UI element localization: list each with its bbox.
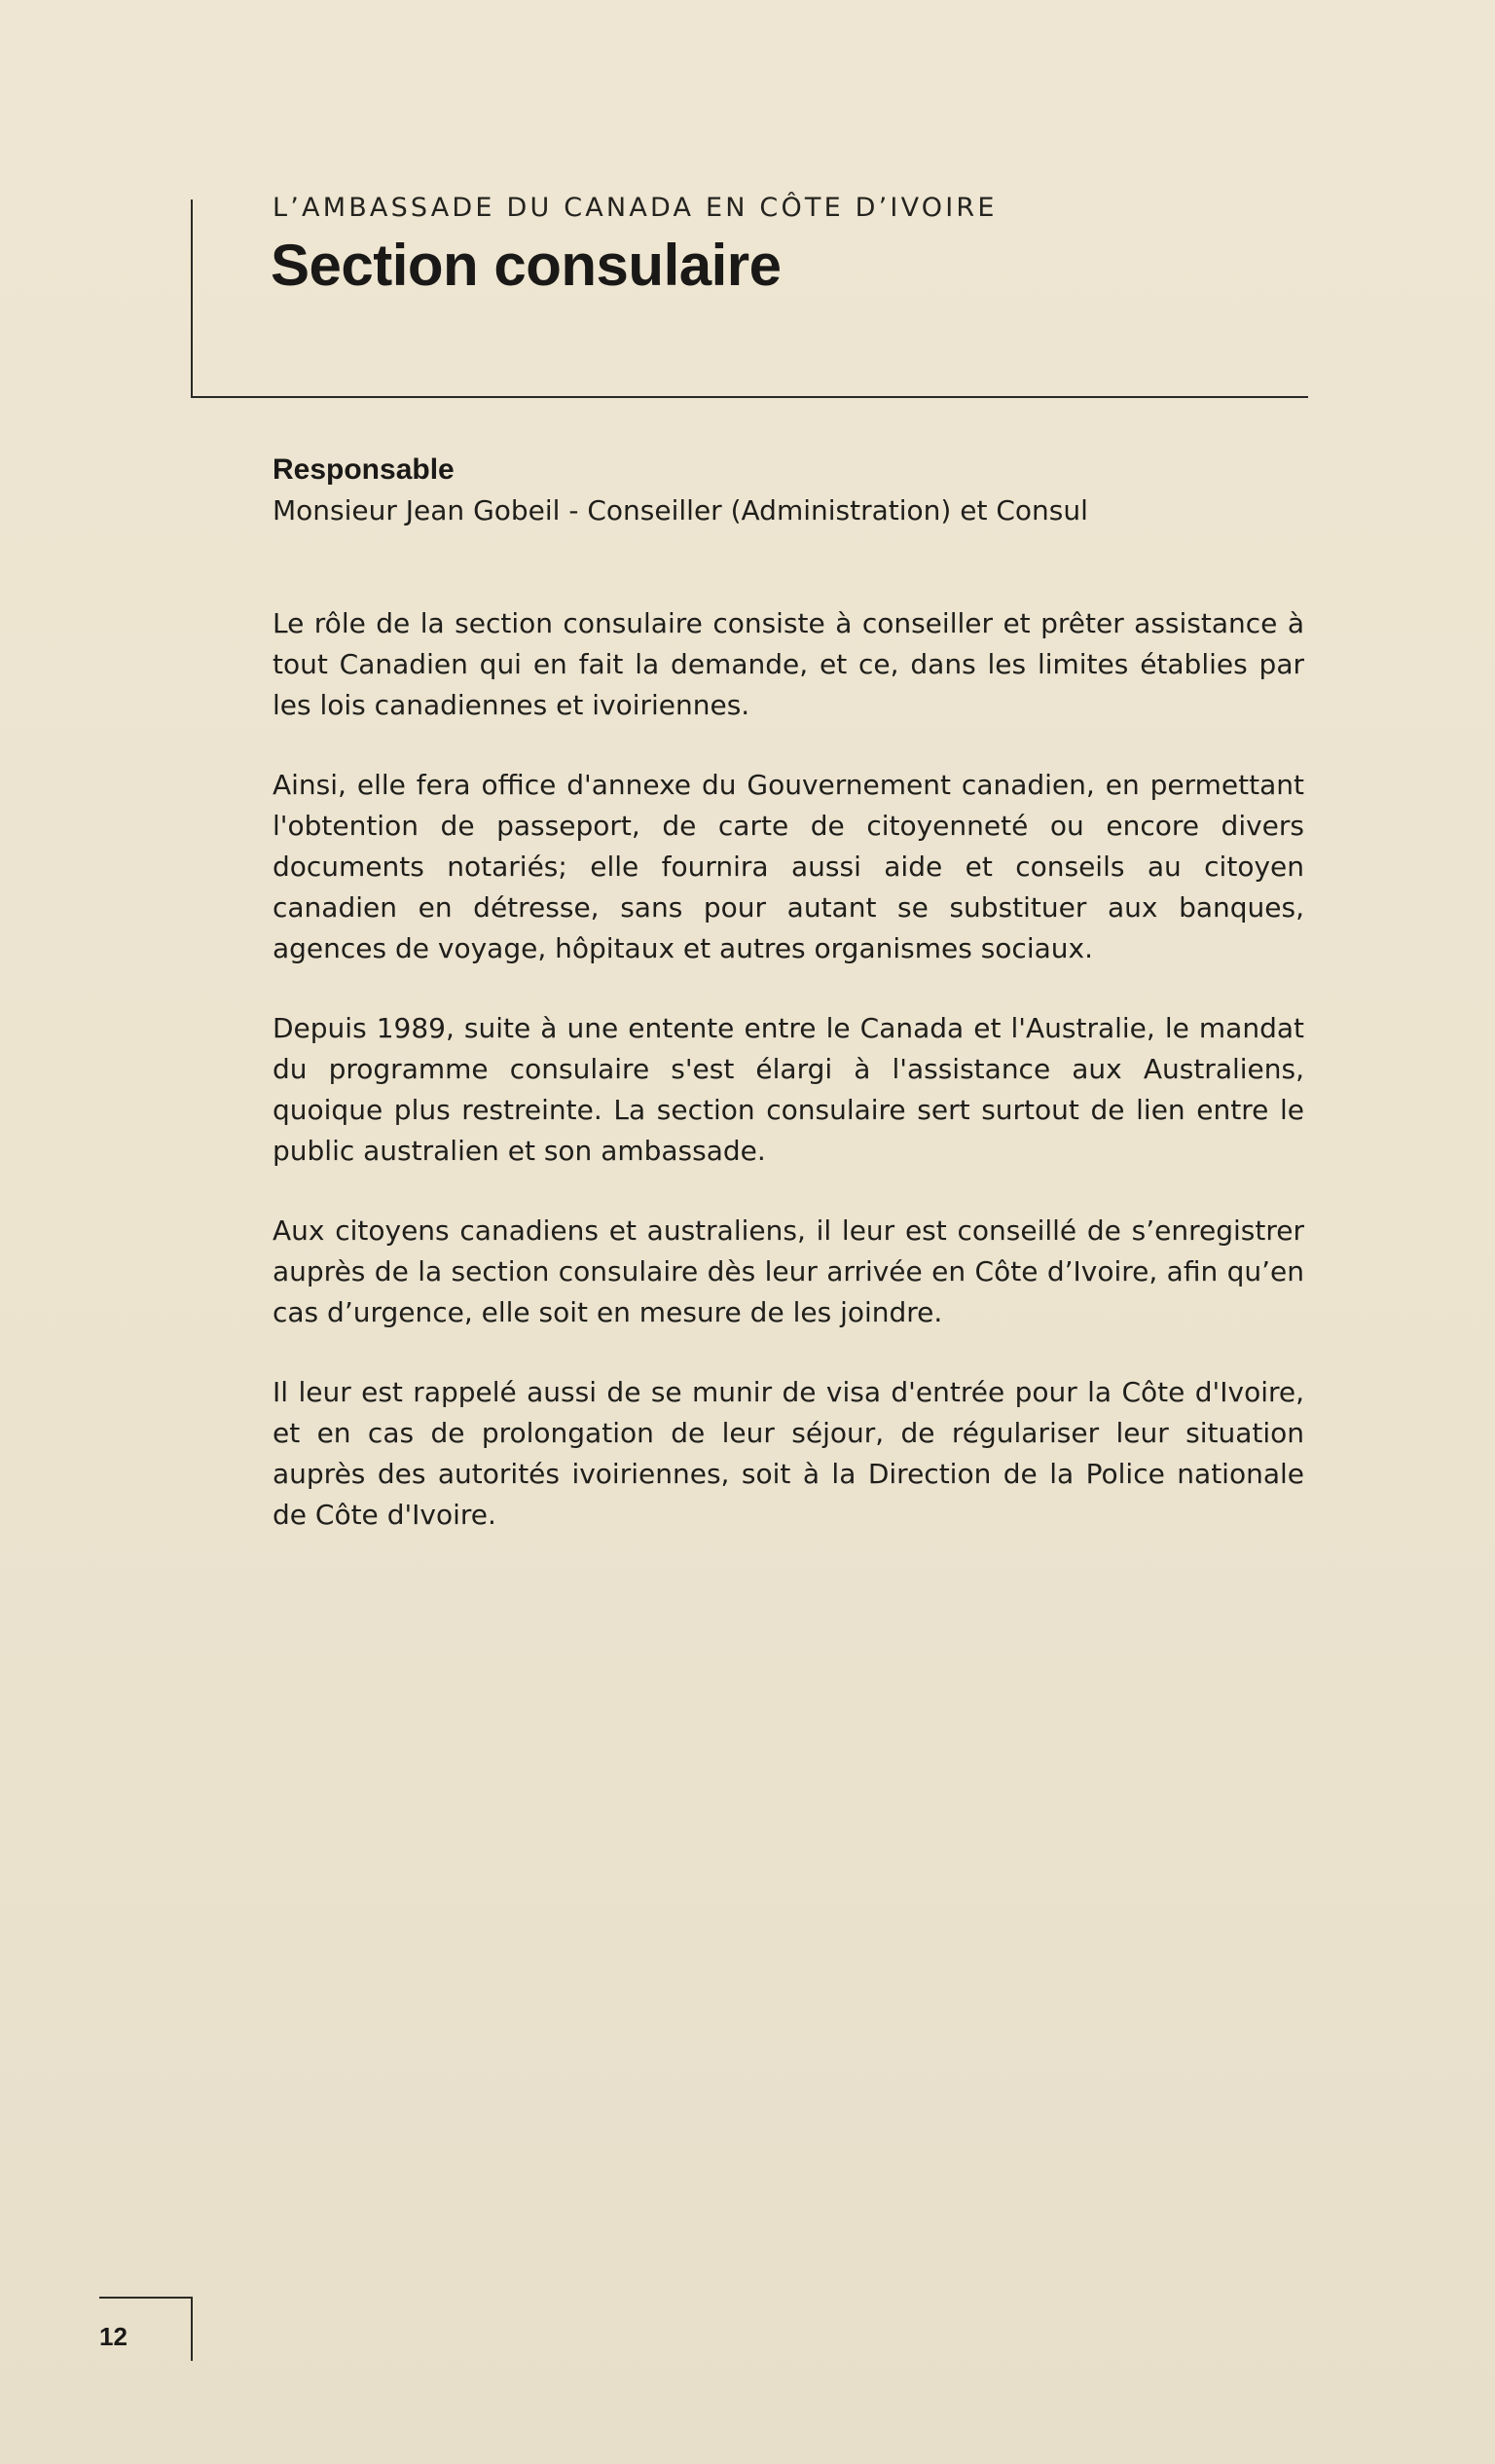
page-title: Section consulaire xyxy=(271,233,782,298)
paragraph-services: Ainsi, elle fera office d'annexe du Gouvernement canadien, en permettant l'obtention de passeport, de carte de citoyenneté ou encore divers documents notariés; elle fournira aussi aide et conseils au citoyen canadien en détresse, sans pour autant se substituer aux banques, agences de voyage, hôpitaux et autres organismes sociaux. xyxy=(273,769,1304,964)
paragraph-registration: Aux citoyens canadiens et australiens, il leur est conseillé de s’enregistrer auprès de la section consulaire dès leur arrivée en Côte d’Ivoire, afin qu’en cas d’urgence, elle soit en mesure de les joindre. xyxy=(273,1214,1304,1328)
paragraph-role: Le rôle de la section consulaire consiste à conseiller et prêter assistance à tout Canadien qui en fait la demande, et ce, dans les limites établies par les lois canadiennes et ivoiriennes. xyxy=(273,607,1304,721)
main-content xyxy=(273,450,1304,1575)
header-frame xyxy=(191,199,1308,398)
header-kicker: L’AMBASSADE DU CANADA EN CÔTE D’IVOIRE xyxy=(273,193,998,223)
responsable-name: Monsieur Jean Gobeil - Conseiller (Administration) et Consul xyxy=(273,494,1088,526)
page-number: 12 xyxy=(99,2322,128,2351)
paragraph-visa: Il leur est rappelé aussi de se munir de visa d'entrée pour la Côte d'Ivoire, et en cas de prolongation de leur séjour, de régulariser leur situation auprès des autorités ivoiriennes, soit à la Direction de la Police nationale de Côte d'Ivoire. xyxy=(273,1376,1304,1531)
paragraph-australia: Depuis 1989, suite à une entente entre le Canada et l'Australie, le mandat du programme consulaire s'est élargi à l'assistance aux Australiens, quoique plus restreinte. La section consulaire sert surtout de lien entre le public australien et son ambassade. xyxy=(273,1012,1304,1167)
responsable-label: Responsable xyxy=(273,453,455,486)
